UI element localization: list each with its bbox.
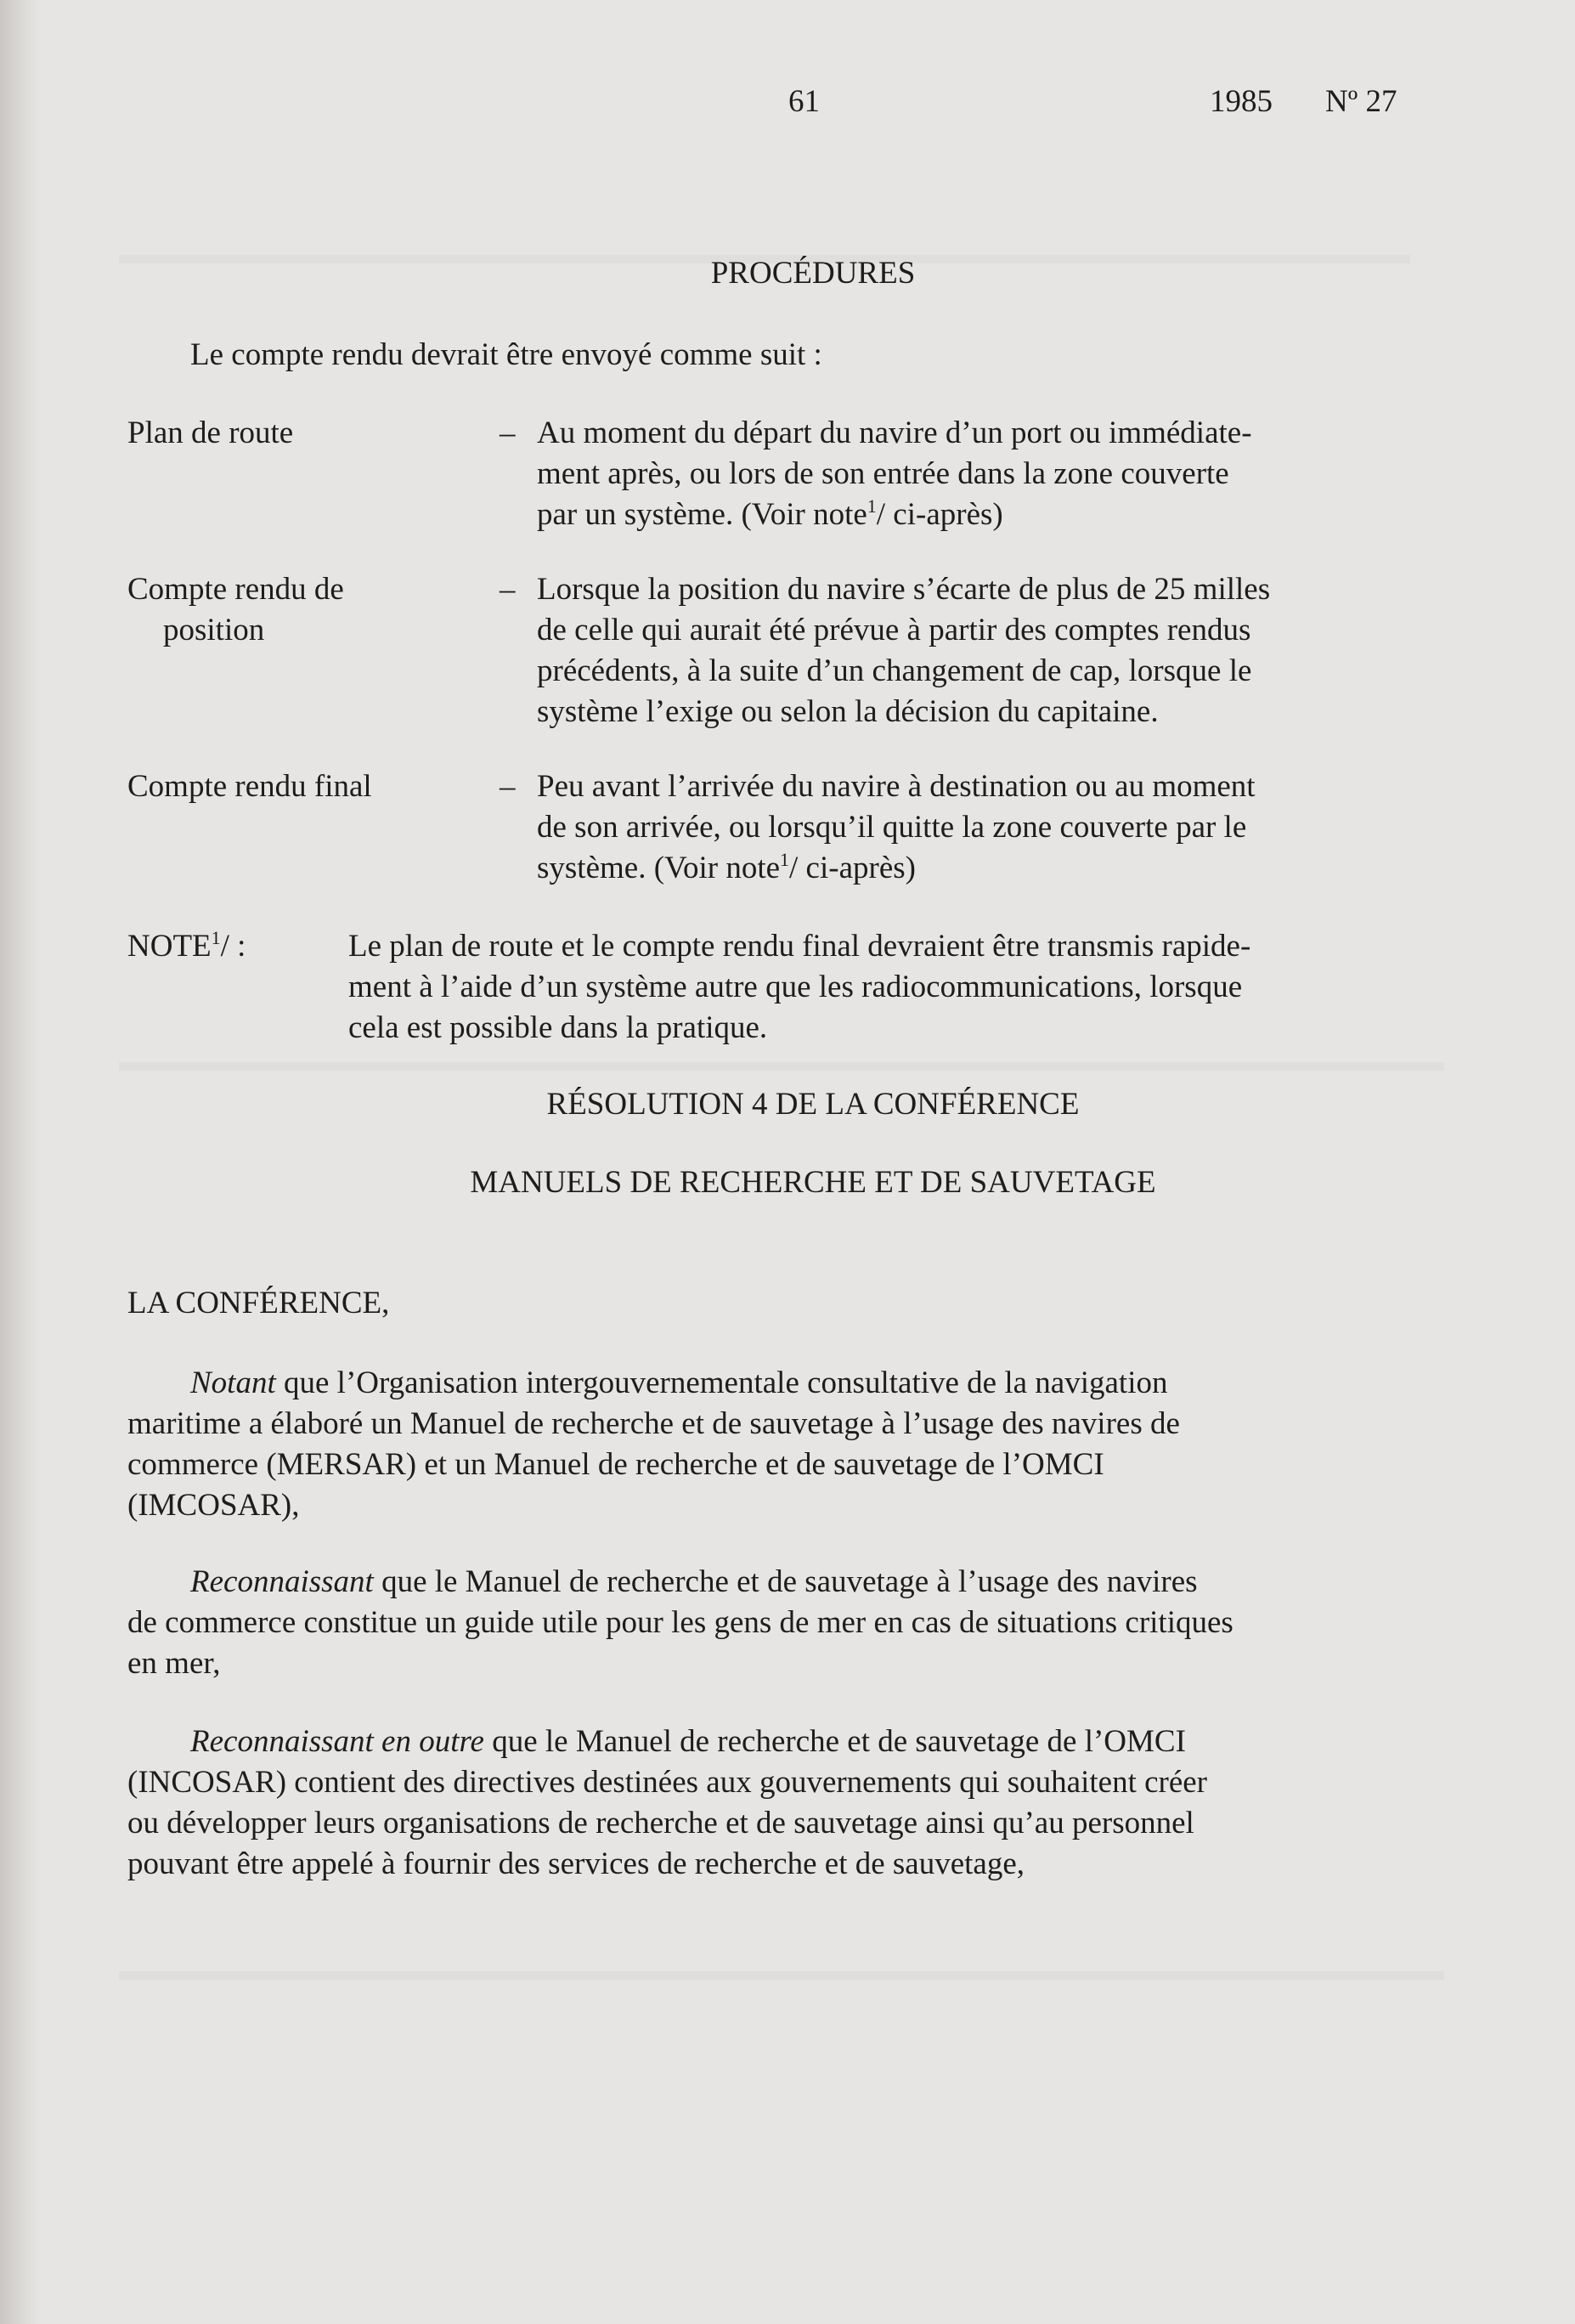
- note-text: Le plan de route et le compte rendu final devraient être transmis rapide- ment à l’aide d’un système autre que les radiocommunications, lorsque cela est possible dans la pratique.: [348, 929, 1251, 1045]
- procedure-dash: –: [500, 769, 516, 804]
- procedure-desc-final-report: Peu avant l’arrivée du navire à destination ou au moment de son arrivée, ou lorsqu’il quitte la zone couverte par le système. (Voir note$^1$/ ci-après): [537, 769, 1256, 885]
- resolution-subtitle: MANUELS DE RECHERCHE ET DE SAUVETAGE: [470, 1165, 1156, 1200]
- resolution-preamble: LA CONFÉRENCE,: [127, 1286, 390, 1320]
- procedure-desc-position-report: Lorsque la position du navire s’écarte de plus de 25 milles de celle qui aurait été prévue à partir des comptes rendus précédents, à la suite d’un changement de cap, lorsque le système l’exige ou selon la décision du capitaine.: [537, 572, 1271, 729]
- paragraph-notant: Notant que l’Organisation intergouvernementale consultative de la navigation maritime a élaboré un Manuel de recherche et de sauvetage à l’usage des navires de commerce (MERSAR) et un Manuel de recherche et de sauvetage de l’OMCI (IMCOSAR),: [127, 1366, 1180, 1523]
- note-reference: 1: [780, 849, 790, 870]
- note-reference: 1: [867, 495, 877, 517]
- procedures-intro: Le compte rendu devrait être envoyé comme suit :: [190, 337, 822, 372]
- procedure-label-route-plan: Plan de route: [127, 416, 294, 450]
- procedure-dash: –: [500, 572, 516, 607]
- procedure-label-position-report: Compte rendu de position: [127, 572, 344, 647]
- header-issue: Nº 27: [1325, 84, 1397, 119]
- page-number: 61: [788, 84, 820, 119]
- procedure-desc-route-plan: Au moment du départ du navire d’un port ou immédiate- ment après, ou lors de son entrée dans la zone couverte par un système. (Voir note$^1$/ ci-après): [537, 416, 1252, 532]
- note-label: NOTE$^1$/ :: [127, 927, 246, 964]
- paragraph-reconnaissant: Reconnaissant que le Manuel de recherche et de sauvetage à l’usage des navires de commerce constitue un guide utile pour les gens de mer en cas de situations critiques en mer,: [127, 1564, 1233, 1681]
- header-year: 1985: [1210, 84, 1273, 119]
- resolution-title: RÉSOLUTION 4 DE LA CONFÉRENCE: [546, 1087, 1080, 1122]
- procedure-dash: –: [500, 416, 516, 450]
- procedure-label-final-report: Compte rendu final: [127, 769, 372, 804]
- procedures-title: PROCÉDURES: [710, 256, 916, 291]
- paragraph-reconnaissant-en-outre: Reconnaissant en outre que le Manuel de recherche et de sauvetage de l’OMCI (INCOSAR) contient des directives destinées aux gouvernements qui souhaitent créer ou développer leurs organisations de recherche et de sauvetage ainsi qu’au personnel pouvant être appelé à fournir des services de recherche et de sauvetage,: [127, 1724, 1208, 1881]
